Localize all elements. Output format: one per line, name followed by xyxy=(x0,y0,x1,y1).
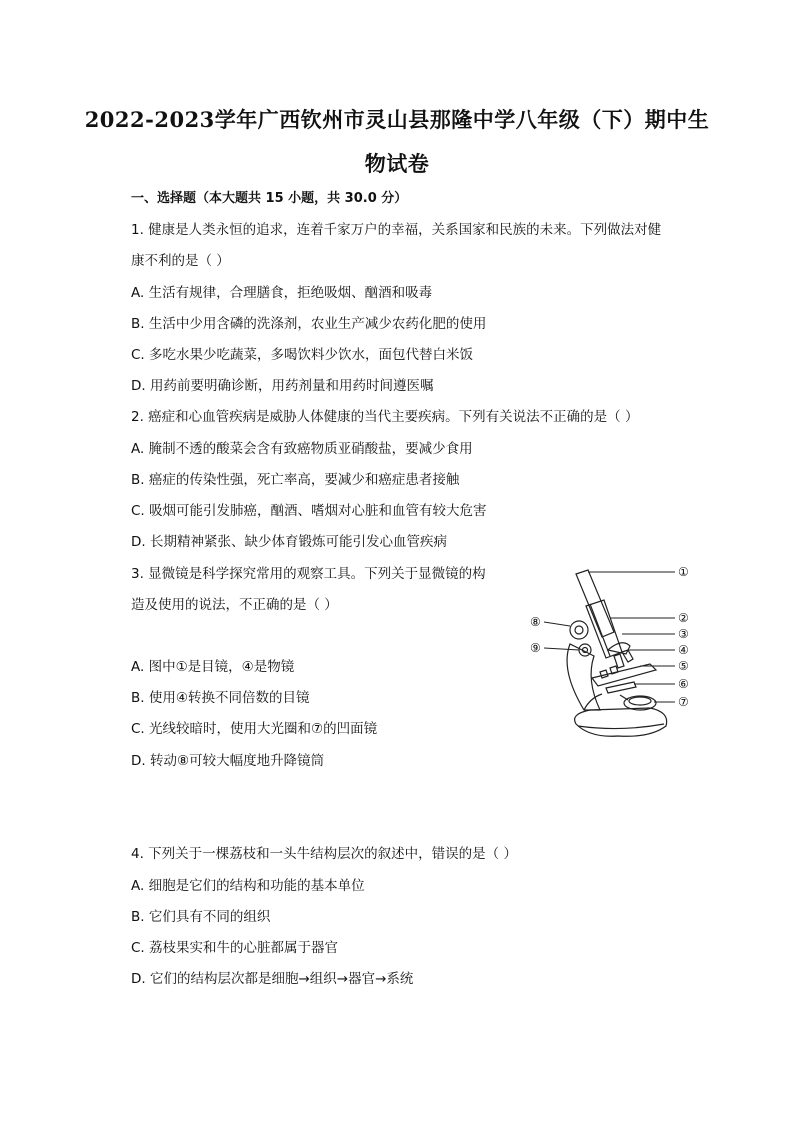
question-3-stem-line-2: 造及使用的说法，不正确的是（ ） xyxy=(131,597,338,613)
question-1-option-c: C. 多吃水果少吃蔬菜，多喝饮料少饮水，面包代替白米饭 xyxy=(131,347,474,363)
question-1-option-b: B. 生活中少用含磷的洗涤剂，农业生产减少农药化肥的使用 xyxy=(131,316,487,332)
figure-label-7: ⑦ xyxy=(678,695,689,709)
question-1-stem-line-1: 1. 健康是人类永恒的追求，连着千家万户的幸福，关系国家和民族的未来。下列做法对健 xyxy=(131,222,662,238)
question-1-stem-line-2: 康不利的是（ ） xyxy=(131,253,230,269)
question-4-option-b: B. 它们具有不同的组织 xyxy=(131,909,271,925)
figure-label-9: ⑨ xyxy=(530,641,541,655)
figure-label-3: ③ xyxy=(678,627,689,641)
question-3-option-c: C. 光线较暗时，使用大光圈和⑦的凹面镜 xyxy=(131,721,378,737)
section-header: 一、选择题（本大题共 15 小题，共 30.0 分） xyxy=(131,191,408,206)
figure-label-1: ① xyxy=(678,565,689,579)
microscope-figure xyxy=(530,560,700,745)
figure-label-2: ② xyxy=(678,611,689,625)
title-line-2: 物试卷 xyxy=(364,151,430,176)
question-1-option-d: D. 用药前要明确诊断，用药剂量和用药时间遵医嘱 xyxy=(131,378,434,394)
figure-label-5: ⑤ xyxy=(678,659,689,673)
figure-label-4: ④ xyxy=(678,643,689,657)
question-3-option-b: B. 使用④转换不同倍数的目镜 xyxy=(131,690,310,706)
question-2-option-a: A. 腌制不透的酸菜会含有致癌物质亚硝酸盐，要减少食用 xyxy=(131,441,473,457)
question-4-option-c: C. 荔枝果实和牛的心脏都属于器官 xyxy=(131,940,339,956)
figure-label-6: ⑥ xyxy=(678,677,689,691)
question-2-stem: 2. 癌症和心血管疾病是威胁人体健康的当代主要疾病。下列有关说法不正确的是（ ） xyxy=(131,409,639,425)
page-title xyxy=(60,98,734,186)
question-3-option-a: A. 图中①是目镜，④是物镜 xyxy=(131,659,295,675)
question-2-option-b: B. 癌症的传染性强，死亡率高，要减少和癌症患者接触 xyxy=(131,472,460,488)
question-3-option-d: D. 转动⑧可较大幅度地升降镜筒 xyxy=(131,753,325,769)
question-2-option-c: C. 吸烟可能引发肺癌，酗酒、嗜烟对心脏和血管有较大危害 xyxy=(131,503,487,519)
question-1-option-a: A. 生活有规律，合理膳食，拒绝吸烟、酗酒和吸毒 xyxy=(131,285,433,301)
question-4-stem: 4. 下列关于一棵荔枝和一头牛结构层次的叙述中，错误的是（ ） xyxy=(131,846,517,862)
question-4-option-a: A. 细胞是它们的结构和功能的基本单位 xyxy=(131,878,365,894)
title-line-1: 2022-2023学年广西钦州市灵山县那隆中学八年级（下）期中生 xyxy=(84,107,710,132)
question-4-option-d: D. 它们的结构层次都是细胞→组织→器官→系统 xyxy=(131,971,414,987)
question-3-stem-line-1: 3. 显微镜是科学探究常用的观察工具。下列关于显微镜的构 xyxy=(131,566,486,582)
figure-label-8: ⑧ xyxy=(530,615,541,629)
question-2-option-d: D. 长期精神紧张、缺少体育锻炼可能引发心血管疾病 xyxy=(131,534,447,550)
